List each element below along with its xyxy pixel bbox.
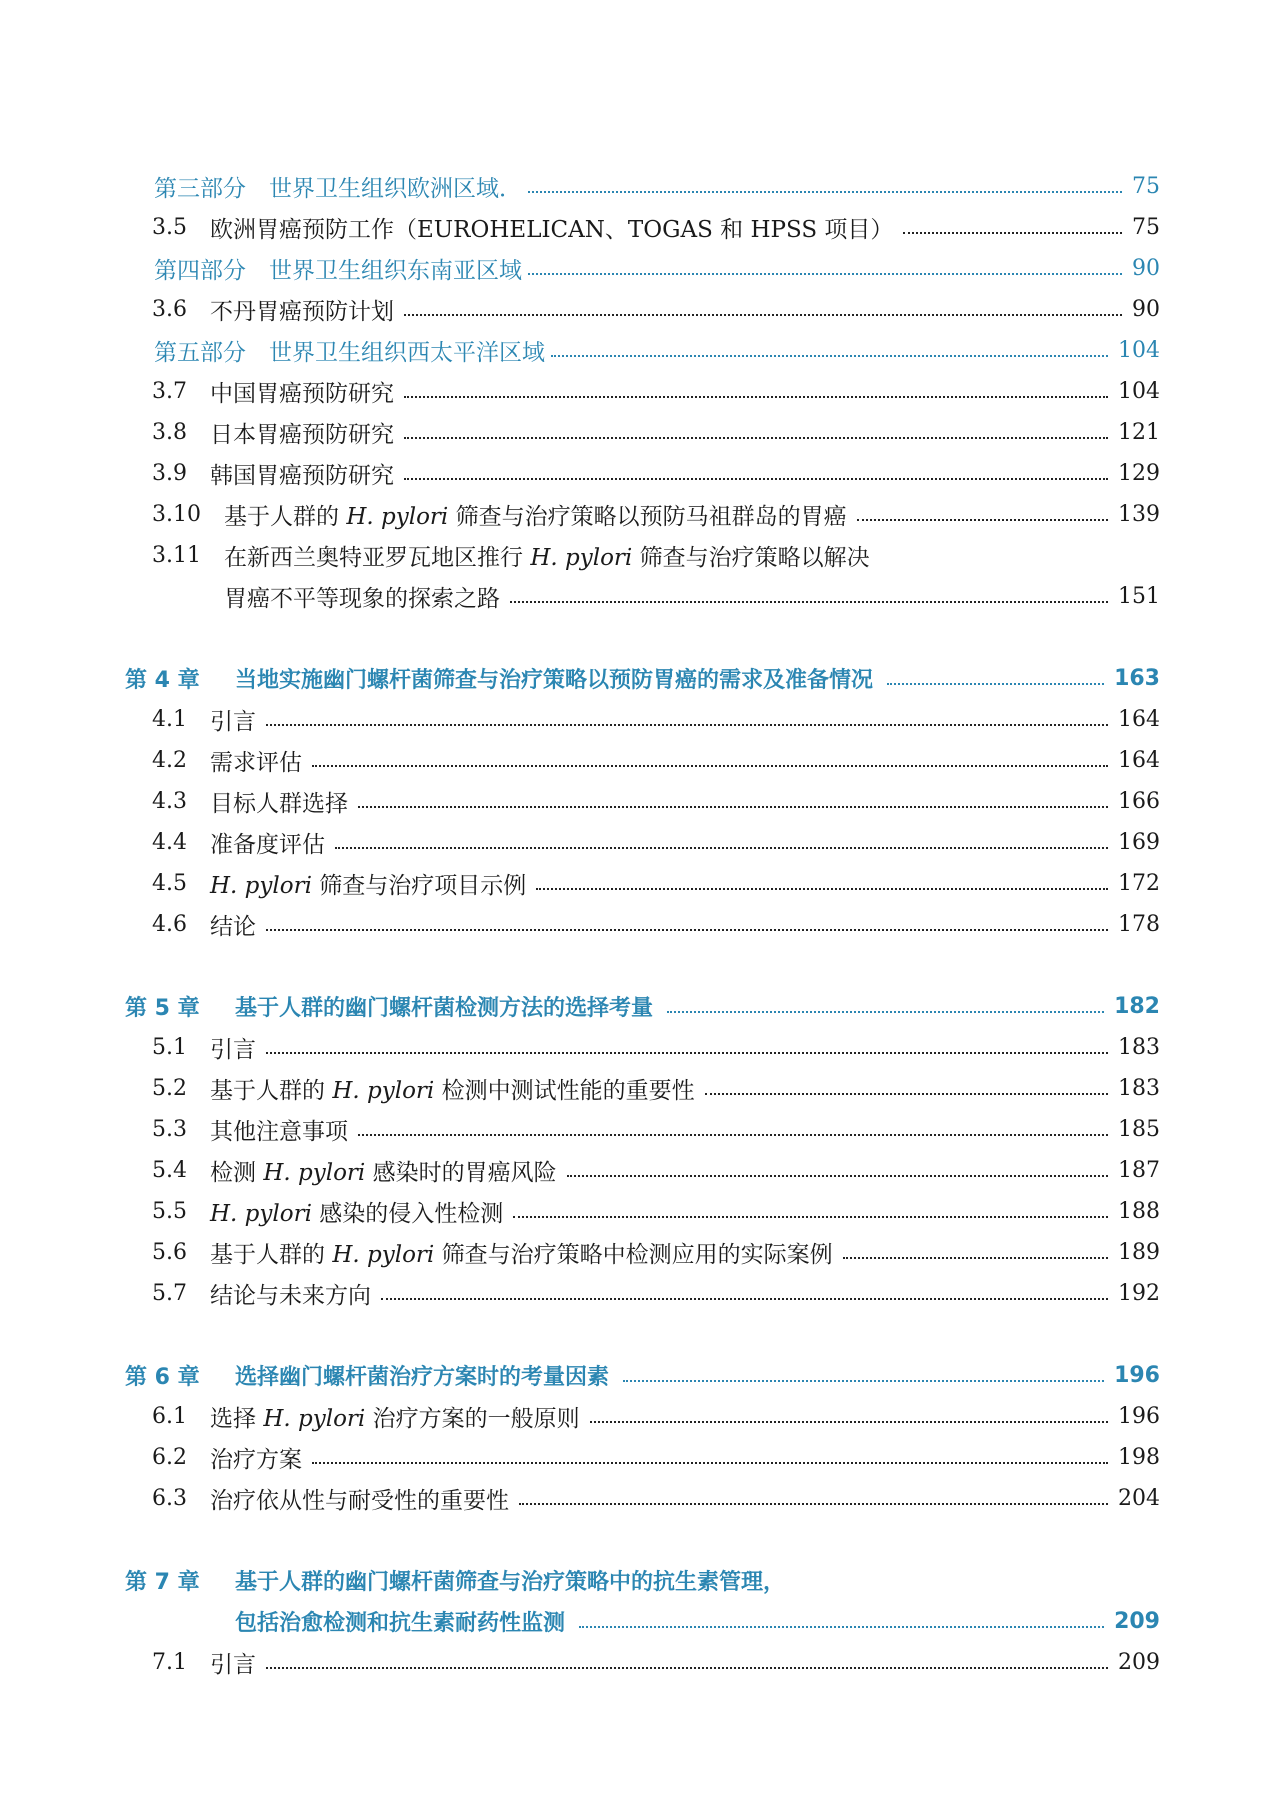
chapter-title: 选择幽门螺杆菌治疗方案时的考量因素: [235, 1364, 610, 1390]
page-number: 209: [1114, 1608, 1160, 1634]
section-title: 引言: [210, 1036, 256, 1063]
toc-chapter-heading[interactable]: [125, 1559, 1160, 1601]
section-number: 6.1: [152, 1403, 187, 1429]
toc-chapter-heading[interactable]: [125, 657, 1160, 699]
page-number: 129: [1118, 460, 1160, 486]
toc-chapter-heading[interactable]: [125, 985, 1160, 1027]
section-title: 在新西兰奥特亚罗瓦地区推行 H. pylori 筛查与治疗策略以解决: [224, 544, 870, 571]
dot-leader: [551, 355, 1108, 357]
chapter-title: 基于人群的幽门螺杆菌筛查与治疗策略中的抗生素管理，: [235, 1569, 786, 1595]
dot-leader: [623, 1380, 1104, 1382]
dot-leader: [528, 273, 1122, 275]
dot-leader: [266, 929, 1108, 931]
page-number: 104: [1118, 337, 1160, 363]
toc-entry[interactable]: [152, 452, 1160, 494]
section-number: 3.11: [152, 542, 201, 568]
toc-entry[interactable]: [152, 370, 1160, 412]
chapter-number: 第 7 章: [125, 1569, 200, 1595]
toc-entry[interactable]: [152, 739, 1160, 781]
dot-leader: [312, 765, 1108, 767]
part-title: 第四部分 世界卫生组织东南亚区域: [154, 257, 522, 284]
toc-entry[interactable]: [152, 1272, 1160, 1314]
dot-leader: [579, 1626, 1104, 1628]
page-number: 196: [1114, 1362, 1160, 1388]
dot-leader: [857, 519, 1108, 521]
part-title: 第三部分 世界卫生组织欧洲区域．: [154, 175, 522, 202]
section-number: 5.1: [152, 1034, 187, 1060]
dot-leader: [519, 1503, 1108, 1505]
toc-entry[interactable]: [152, 780, 1160, 822]
section-title: 结论: [210, 913, 256, 940]
dot-leader: [590, 1421, 1108, 1423]
page-number: 187: [1118, 1157, 1160, 1183]
dot-leader: [404, 314, 1122, 316]
toc-entry[interactable]: [152, 1477, 1160, 1519]
dot-leader: [510, 601, 1108, 603]
section-title: 引言: [210, 708, 256, 735]
toc-entry[interactable]: [152, 1108, 1160, 1150]
section-number: 3.10: [152, 501, 201, 527]
chapter-number: 第 4 章: [125, 667, 200, 693]
page-number: 182: [1114, 993, 1160, 1019]
page-number: 172: [1118, 870, 1160, 896]
dot-leader: [536, 888, 1108, 890]
toc-chapter-heading-continuation[interactable]: [235, 1600, 1160, 1642]
toc-entry[interactable]: [152, 821, 1160, 863]
section-title: 治疗依从性与耐受性的重要性: [210, 1487, 509, 1514]
dot-leader: [404, 437, 1108, 439]
dot-leader: [567, 1175, 1108, 1177]
toc-entry-continuation[interactable]: [224, 575, 1160, 617]
page-number: 164: [1118, 747, 1160, 773]
toc-chapter-heading[interactable]: [125, 1354, 1160, 1396]
dot-leader: [335, 847, 1108, 849]
section-title: 结论与未来方向: [210, 1282, 371, 1309]
page-number: 183: [1118, 1034, 1160, 1060]
section-number: 5.3: [152, 1116, 187, 1142]
section-title: 其他注意事项: [210, 1118, 348, 1145]
dot-leader: [404, 396, 1108, 398]
toc-entry[interactable]: [152, 1190, 1160, 1232]
page-number: 164: [1118, 706, 1160, 732]
toc-entry[interactable]: [152, 411, 1160, 453]
page-number: 121: [1118, 419, 1160, 445]
dot-leader: [667, 1011, 1104, 1013]
section-number: 4.2: [152, 747, 187, 773]
page-number: 151: [1118, 583, 1160, 609]
section-title: 准备度评估: [210, 831, 325, 858]
section-number: 3.5: [152, 214, 187, 240]
toc-entry[interactable]: [152, 1436, 1160, 1478]
section-number: 3.7: [152, 378, 187, 404]
dot-leader: [903, 232, 1122, 234]
toc-entry[interactable]: [152, 862, 1160, 904]
section-title: 欧洲胃癌预防工作（EUROHELICAN、TOGAS 和 HPSS 项目）: [210, 216, 894, 243]
toc-part-heading[interactable]: [154, 247, 1160, 289]
page-number: 188: [1118, 1198, 1160, 1224]
section-number: 4.3: [152, 788, 187, 814]
toc-entry[interactable]: [152, 698, 1160, 740]
section-number: 4.6: [152, 911, 187, 937]
page-number: 75: [1132, 214, 1160, 240]
page-number: 163: [1114, 665, 1160, 691]
dot-leader: [887, 683, 1104, 685]
section-number: 5.5: [152, 1198, 187, 1224]
dot-leader: [528, 191, 1122, 193]
toc-entry[interactable]: [152, 1641, 1160, 1683]
section-title: 基于人群的 H. pylori 检测中测试性能的重要性: [210, 1077, 695, 1104]
page-number: 139: [1118, 501, 1160, 527]
section-title: 引言: [210, 1651, 256, 1678]
section-title-continued: 胃癌不平等现象的探索之路: [224, 585, 500, 612]
page-number: 104: [1118, 378, 1160, 404]
section-number: 3.8: [152, 419, 187, 445]
dot-leader: [358, 1134, 1108, 1136]
page-number: 169: [1118, 829, 1160, 855]
page-number: 204: [1118, 1485, 1160, 1511]
chapter-title: 当地实施幽门螺杆菌筛查与治疗策略以预防胃癌的需求及准备情况: [235, 667, 874, 693]
toc-part-heading[interactable]: [154, 165, 1160, 207]
section-title: H. pylori 感染的侵入性检测: [210, 1200, 504, 1227]
section-title: 日本胃癌预防研究: [210, 421, 394, 448]
part-title: 第五部分 世界卫生组织西太平洋区域: [154, 339, 545, 366]
page-number: 196: [1118, 1403, 1160, 1429]
dot-leader: [404, 478, 1108, 480]
page-number: 209: [1118, 1649, 1160, 1675]
toc-entry[interactable]: [152, 493, 1160, 535]
section-title: 需求评估: [210, 749, 302, 776]
toc-entry[interactable]: [152, 1026, 1160, 1068]
section-title: 基于人群的 H. pylori 筛查与治疗策略中检测应用的实际案例: [210, 1241, 833, 1268]
chapter-number: 第 6 章: [125, 1364, 200, 1390]
section-title: 治疗方案: [210, 1446, 302, 1473]
page-number: 75: [1132, 173, 1160, 199]
toc-entry[interactable]: [152, 903, 1160, 945]
section-number: 6.2: [152, 1444, 187, 1470]
dot-leader: [705, 1093, 1108, 1095]
section-title: 韩国胃癌预防研究: [210, 462, 394, 489]
section-number: 5.2: [152, 1075, 187, 1101]
dot-leader: [358, 806, 1108, 808]
section-number: 4.4: [152, 829, 187, 855]
dot-leader: [381, 1298, 1108, 1300]
section-number: 5.7: [152, 1280, 187, 1306]
toc-entry[interactable]: [152, 1231, 1160, 1273]
section-title: 检测 H. pylori 感染时的胃癌风险: [210, 1159, 557, 1186]
section-title: H. pylori 筛查与治疗项目示例: [210, 872, 527, 899]
page-number: 90: [1132, 255, 1160, 281]
page-number: 185: [1118, 1116, 1160, 1142]
dot-leader: [312, 1462, 1108, 1464]
section-number: 7.1: [152, 1649, 187, 1675]
page-number: 192: [1118, 1280, 1160, 1306]
section-title: 选择 H. pylori 治疗方案的一般原则: [210, 1405, 580, 1432]
section-title: 中国胃癌预防研究: [210, 380, 394, 407]
toc-entry[interactable]: [152, 534, 1160, 576]
toc-entry[interactable]: [152, 1067, 1160, 1109]
section-number: 5.6: [152, 1239, 187, 1265]
chapter-number: 第 5 章: [125, 995, 200, 1021]
section-number: 3.6: [152, 296, 187, 322]
section-number: 5.4: [152, 1157, 187, 1183]
dot-leader: [266, 1052, 1108, 1054]
toc-entry[interactable]: [152, 1149, 1160, 1191]
dot-leader: [843, 1257, 1108, 1259]
page-number: 90: [1132, 296, 1160, 322]
chapter-title-continued: 包括治愈检测和抗生素耐药性监测: [235, 1610, 566, 1636]
page-number: 183: [1118, 1075, 1160, 1101]
section-title: 目标人群选择: [210, 790, 348, 817]
section-number: 4.1: [152, 706, 187, 732]
dot-leader: [266, 724, 1108, 726]
section-number: 4.5: [152, 870, 187, 896]
dot-leader: [266, 1667, 1108, 1669]
page-number: 189: [1118, 1239, 1160, 1265]
page-number: 178: [1118, 911, 1160, 937]
chapter-title: 基于人群的幽门螺杆菌检测方法的选择考量: [235, 995, 654, 1021]
toc-entry[interactable]: [152, 206, 1160, 248]
section-title: 基于人群的 H. pylori 筛查与治疗策略以预防马祖群岛的胃癌: [224, 503, 847, 530]
dot-leader: [513, 1216, 1108, 1218]
toc-part-heading[interactable]: [154, 329, 1160, 371]
page-number: 198: [1118, 1444, 1160, 1470]
toc-entry[interactable]: [152, 288, 1160, 330]
section-number: 6.3: [152, 1485, 187, 1511]
page-number: 166: [1118, 788, 1160, 814]
toc-entry[interactable]: [152, 1395, 1160, 1437]
section-title: 不丹胃癌预防计划: [210, 298, 394, 325]
section-number: 3.9: [152, 460, 187, 486]
